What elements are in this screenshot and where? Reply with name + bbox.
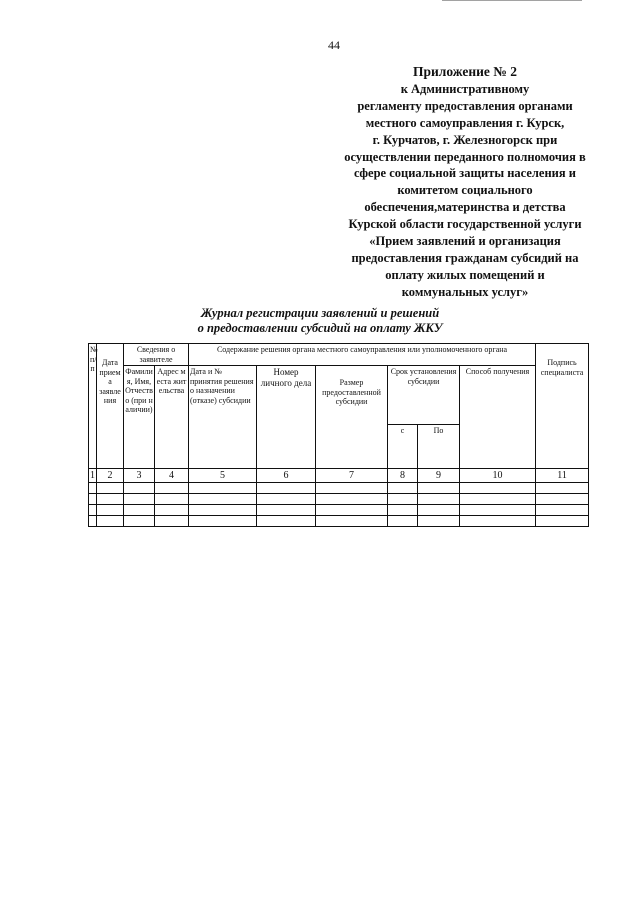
column-number-row [89,469,589,483]
column-number: 8 [388,469,418,483]
column-number: 7 [316,469,388,483]
table-row [89,483,589,494]
page-number: 44 [328,38,340,52]
appendix-line: местного самоуправления г. Курск, [365,115,565,130]
appendix-title: Приложение № 2 [413,64,517,79]
appendix-line: оплату жилых помещений и [385,267,545,282]
header-decision-group: Содержание решения органа местного самоуправления или уполномоченного органа [189,344,536,366]
column-number: 5 [189,469,257,483]
journal-table [88,343,589,527]
column-number: 3 [124,469,155,483]
header-period-to: По [418,425,460,469]
table-row [89,516,589,527]
appendix-header [318,64,612,301]
header-address: Адрес места жительства [155,366,189,469]
header-amount: Размер предоставленной субсидии [316,366,388,469]
header-applicant-group: Сведения о заявителе [124,344,189,366]
column-number: 1 [90,470,95,481]
table-header-row [89,366,589,425]
appendix-line: комитетом социального [397,183,533,198]
table-row [89,505,589,516]
header-method: Способ получения [460,366,536,469]
appendix-line: обеспечения,материнства и детства [364,200,566,215]
header-period: Срок установления субсидии [388,366,460,425]
header-case-number: Номер личного дела [257,366,316,469]
appendix-line: к Административному [400,81,530,96]
table-row [89,494,589,505]
top-scan-mark [442,0,582,4]
journal-title-line: Журнал регистрации заявлений и решений [200,306,440,320]
appendix-line: коммунальных услуг» [401,284,529,299]
table-header-row [89,344,589,366]
header-period-from: с [388,425,418,469]
header-num: № п/п [89,344,97,469]
appendix-line: «Прием заявлений и организация [369,234,561,249]
column-number: 4 [155,469,189,483]
journal-title [170,306,470,336]
column-number: 10 [460,469,536,483]
column-number: 2 [97,469,124,483]
column-number: 6 [257,469,316,483]
header-signature: Подпись специалиста [536,344,589,469]
appendix-line: предоставления гражданам субсидий на [351,250,579,265]
journal-title-line: о предоставлении субсидий на оплату ЖКУ [197,321,443,335]
appendix-line: г. Курчатов, г. Железногорск при [372,132,558,147]
header-date: Дата приема заявления [97,344,124,469]
header-decision-date: Дата и № принятия решения о назначении (отказе) субсидии [189,366,257,469]
column-number: 9 [418,469,460,483]
header-name: Фамилия, Имя, Отчество (при наличии) [124,366,155,469]
appendix-line: осуществлении переданного полномочия в [344,149,586,164]
appendix-line: сфере социальной защиты населения и [354,166,576,181]
column-number: 11 [536,469,589,483]
appendix-line: Курской области государственной услуги [348,217,582,232]
appendix-line: регламенту предоставления органами [357,98,573,113]
